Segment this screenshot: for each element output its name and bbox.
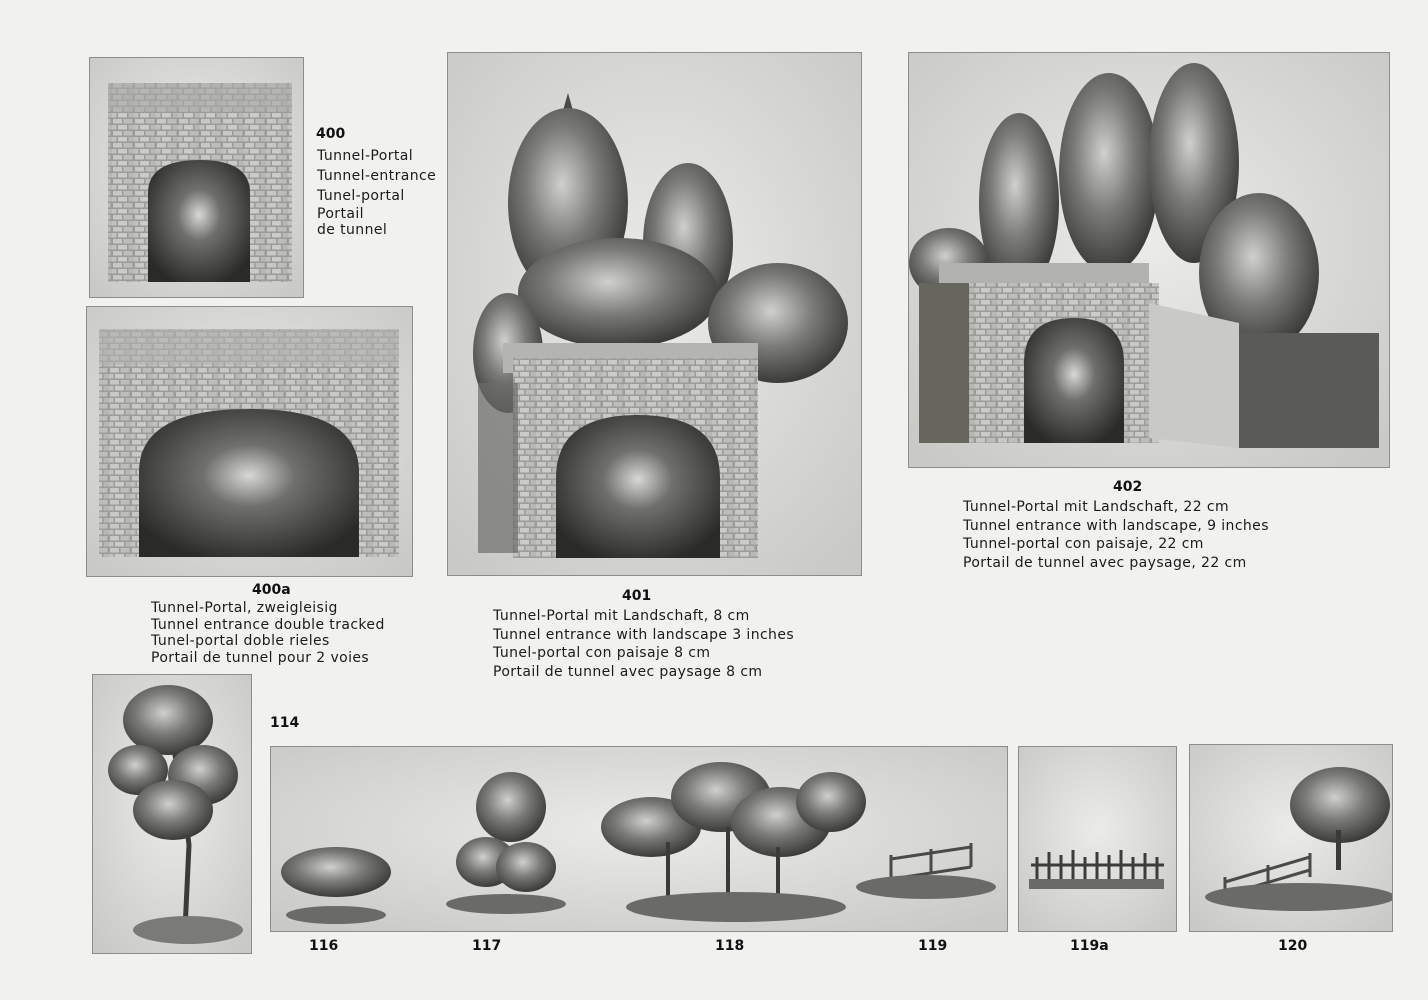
caption-line: Tunnel-Portal [317,148,414,164]
caption-400 [317,147,436,238]
item-number-116: 116 [309,938,339,954]
caption-401 [493,607,794,681]
caption-400a [151,600,385,666]
caption-line: Tunnel entrance with landscape 3 inches [493,626,795,643]
item-number-400: 400 [316,126,346,142]
caption-line: Tunnel entrance double tracked [151,616,385,633]
photo-trees-and-fences-116-119 [270,746,1008,932]
caption-line: Tunnel-entrance [317,167,437,184]
item-number-114: 114 [270,715,300,731]
photo-tunnel-portal-landscape-402 [908,52,1390,468]
item-number-400a: 400a [252,582,291,598]
photo-tree-114 [92,674,252,954]
photo-tree-with-fence-120 [1189,744,1393,932]
item-number-402: 402 [1113,479,1143,495]
caption-line: Tunnel-portal con paisaje, 22 cm [963,536,1204,552]
caption-line: Tunel-portal doble rieles [151,633,330,649]
caption-line: Tunnel-Portal mit Landschaft, 22 cm [963,499,1229,515]
caption-line: Tunel-portal [317,187,405,204]
caption-line: Tunel-portal con paisaje 8 cm [493,645,711,661]
caption-line: Tunnel-Portal mit Landschaft, 8 cm [493,608,750,624]
caption-line: Tunnel entrance with landscape, 9 inches [963,517,1269,534]
photo-fence-119a [1018,746,1177,932]
caption-line: Portail [317,206,364,223]
photo-tunnel-portal-landscape-401 [447,52,862,576]
item-number-117: 117 [472,938,502,954]
caption-line: de tunnel [317,222,388,239]
item-number-119a: 119a [1070,938,1109,954]
photo-tunnel-portal-400a [86,306,413,577]
caption-line: Portail de tunnel pour 2 voies [151,649,370,666]
item-number-118: 118 [715,938,745,954]
caption-line: Tunnel-Portal, zweigleisig [151,600,338,616]
caption-402 [963,498,1269,572]
item-number-119: 119 [918,938,948,954]
caption-line: Portail de tunnel avec paysage 8 cm [493,663,763,680]
caption-line: Portail de tunnel avec paysage, 22 cm [963,554,1247,571]
item-number-401: 401 [622,588,652,604]
photo-tunnel-portal-400 [89,57,304,298]
item-number-120: 120 [1278,938,1308,954]
